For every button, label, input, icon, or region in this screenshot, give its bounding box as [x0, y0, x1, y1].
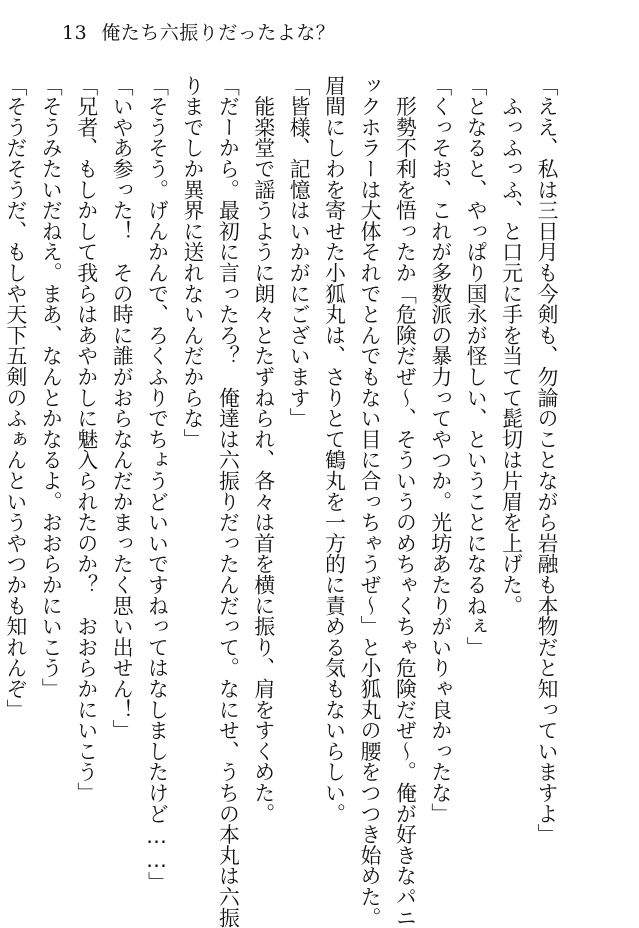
- running-header: [62, 20, 335, 46]
- text-line: 形勢不利を悟ったか「危険だぜ～、そういうのめちゃくちゃ危険だぜ～。俺が好きなパニ: [392, 75, 417, 928]
- text-line: 「そうだそうだ、もしや天下五剣のふぁんというやつかも知れんぞ」: [2, 75, 27, 720]
- text-line: 「皆様、記憶はいかがにございます」: [286, 75, 311, 429]
- text-line: 眉間にしわを寄せた小狐丸は、さりとて鶴丸を一方的に責める気もないらしい。: [321, 75, 346, 824]
- text-line: 「そうみたいだねえ。まあ、なんとかなるよ。おおらかにいこう」: [38, 75, 63, 699]
- vertical-body-text: [0, 75, 563, 928]
- text-line: 「兄者、もしかして我らはあやかしに魅入られたのか？ おおらかにいこう」: [73, 75, 98, 803]
- text-line: 「だーから。最初に言ったろ？ 俺達は六振りだったんだって。なにせ、うちの本丸は六振: [215, 75, 240, 928]
- text-line: ックホラーは大体それでとんでもない目に合っちゃうぜ～」と小狐丸の腰をつつき始めた。: [356, 75, 381, 928]
- chapter-title: 俺たち六振りだったよな？: [101, 22, 336, 44]
- text-line: 「いやあ参った！ その時に誰がおらなんだかまったく思い出せん！」: [109, 75, 134, 741]
- text-line: ふっふっふ、と口元に手を当てて髭切は片眉を上げた。: [498, 75, 523, 616]
- text-line: 「ええ、私は三日月も今剣も、勿論のことながら岩融も本物だと知っていますよ」: [534, 75, 558, 845]
- text-line: 「くっそお、これが多数派の暴力ってやつか。光坊あたりがいりゃ良かったな」: [427, 75, 452, 824]
- text-line: 能楽堂で謡うように朗々とたずねられ、各々は首を横に振り、肩をすくめた。: [250, 75, 275, 824]
- text-line: 「そうそう。げんかんで、ろくふりでちょうどいいですねってはなしましたけど……」: [144, 75, 169, 893]
- text-line: 「となると、やっぱり国永が怪しい、ということになるねぇ」: [463, 75, 488, 658]
- page-number: 13: [62, 22, 88, 44]
- text-line: りまでしか異界に送れないんだからな」: [179, 75, 204, 450]
